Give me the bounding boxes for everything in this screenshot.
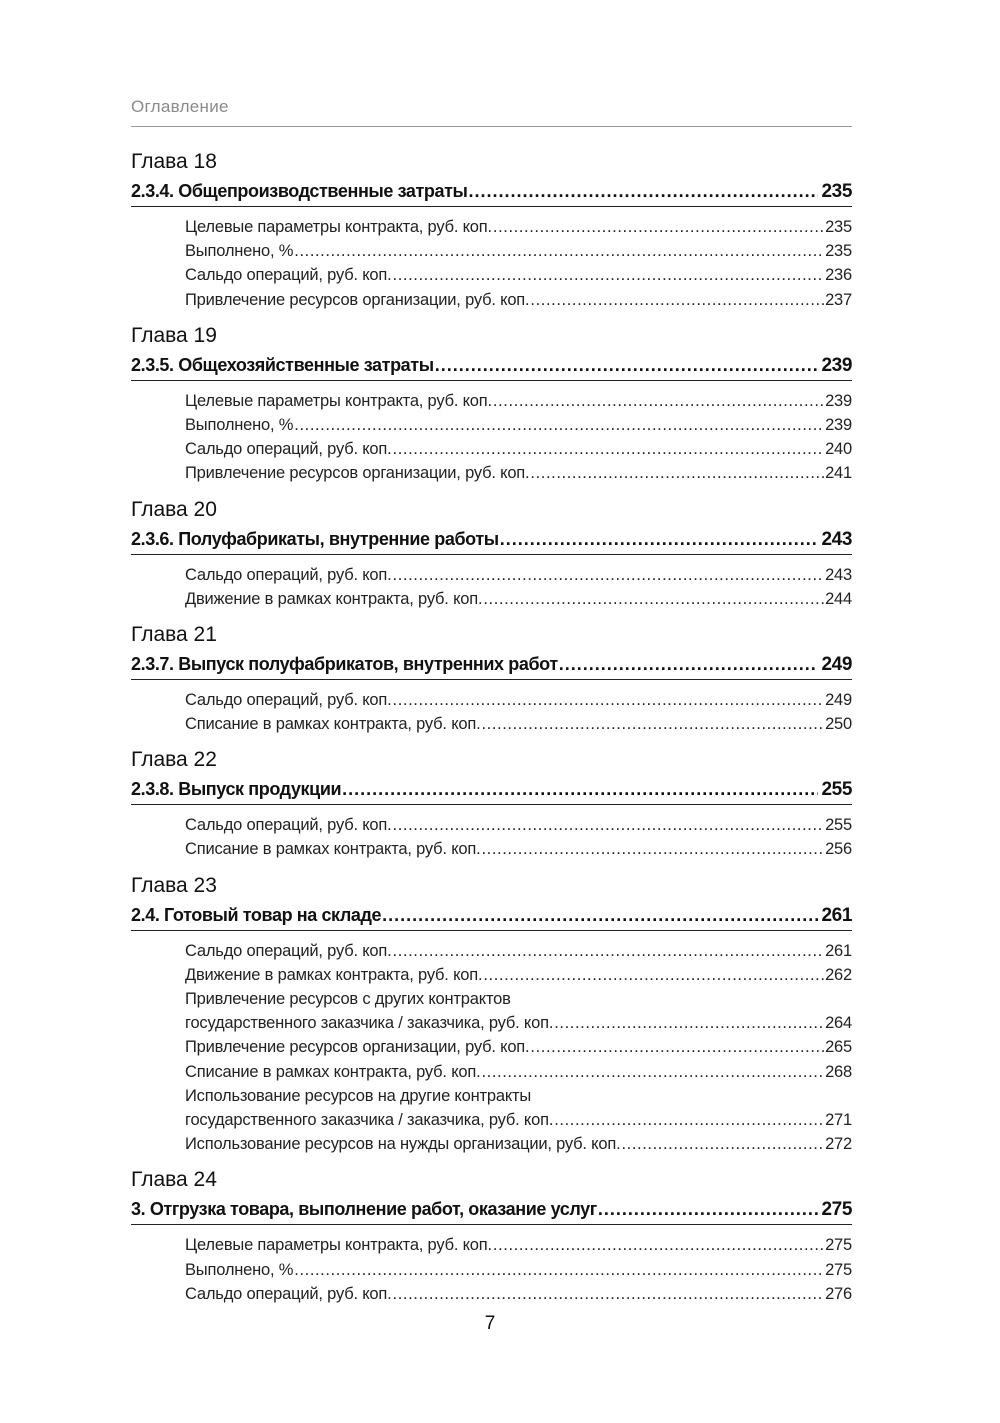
- entry-page-number: 261: [825, 941, 852, 960]
- dot-leader: [482, 1060, 825, 1084]
- entry-page-number: 236: [825, 266, 852, 285]
- entry-page-number: 249: [825, 690, 852, 709]
- chapter-label: Глава 24: [131, 1168, 217, 1192]
- chapter-label: Глава 18: [131, 150, 217, 173]
- section-heading[interactable]: [131, 649, 852, 680]
- entry-title: государственного заказчика / заказчика, руб. коп.: [185, 1014, 554, 1033]
- section-heading[interactable]: [131, 524, 852, 555]
- toc-entry[interactable]: [185, 987, 852, 1011]
- dot-leader: [493, 389, 824, 413]
- dot-leader: [493, 1233, 824, 1257]
- toc-entry[interactable]: [185, 389, 852, 413]
- entry-page-number: 265: [825, 1038, 852, 1057]
- dot-leader: [530, 288, 824, 312]
- entry-list: [131, 1233, 852, 1306]
- entry-list: [131, 813, 852, 861]
- section-title: 2.3.7. Выпуск полуфабрикатов, внутренних работ: [131, 653, 558, 674]
- dot-leader: [482, 712, 825, 736]
- table-of-contents: [131, 148, 852, 1316]
- dot-leader: [393, 688, 825, 712]
- dot-leader: [598, 1194, 819, 1224]
- entry-page-number: 275: [825, 1260, 852, 1279]
- entry-page-number: 255: [825, 816, 852, 835]
- dot-leader: [530, 461, 824, 485]
- section-page-number: 255: [821, 779, 852, 801]
- section-title: 2.3.6. Полуфабрикаты, внутренние работы: [131, 528, 499, 549]
- entry-title: Сальдо операций, руб. коп.: [185, 941, 392, 960]
- running-head: Оглавление: [131, 97, 229, 116]
- toc-entry[interactable]: [185, 837, 852, 861]
- toc-entry[interactable]: [185, 215, 852, 239]
- dot-leader: [554, 1108, 824, 1132]
- section-heading[interactable]: [131, 350, 852, 381]
- dot-leader: [530, 1035, 824, 1059]
- dot-leader: [393, 263, 825, 287]
- section-title: 2.3.8. Выпуск продукции: [131, 779, 342, 800]
- section-heading[interactable]: [131, 176, 852, 207]
- entry-page-number: 256: [825, 840, 852, 859]
- entry-title: Выполнено, %: [185, 415, 294, 434]
- dot-leader: [482, 837, 825, 861]
- entry-title: Сальдо операций, руб. коп.: [185, 565, 392, 584]
- entry-title: Списание в рамках контракта, руб. коп.: [185, 715, 481, 734]
- toc-entry[interactable]: [185, 963, 852, 987]
- section-title: 2.3.5. Общехозяйственные затраты: [131, 354, 434, 375]
- entry-page-number: 264: [825, 1014, 852, 1033]
- toc-entry[interactable]: [185, 1258, 852, 1282]
- page-number: 7: [484, 1313, 496, 1334]
- entry-title: Целевые параметры контракта, руб. коп.: [185, 1236, 492, 1255]
- entry-list: [131, 688, 852, 736]
- entry-title: Целевые параметры контракта, руб. коп.: [185, 218, 492, 236]
- entry-page-number: 239: [825, 415, 852, 434]
- entry-title: Списание в рамках контракта, руб. коп.: [185, 1062, 481, 1081]
- dot-leader: [469, 176, 819, 206]
- entry-title: Привлечение ресурсов организации, руб. коп.: [185, 290, 530, 309]
- section-heading[interactable]: [131, 900, 852, 931]
- entry-page-number: 275: [825, 1236, 852, 1255]
- toc-chapter: [131, 746, 852, 861]
- section-heading[interactable]: [131, 1194, 852, 1225]
- dot-leader: [393, 1282, 825, 1306]
- dot-leader: [483, 963, 824, 987]
- toc-entry[interactable]: [185, 1011, 852, 1035]
- chapter-label: Глава 19: [131, 323, 217, 347]
- entry-page-number: 268: [825, 1062, 852, 1081]
- chapter-label: Глава 20: [131, 497, 217, 521]
- entry-page-number: 240: [825, 440, 852, 459]
- entry-title: государственного заказчика / заказчика, руб. коп.: [185, 1110, 554, 1129]
- toc-entry[interactable]: [185, 1060, 852, 1084]
- toc-entry[interactable]: [185, 939, 852, 963]
- entry-title: Целевые параметры контракта, руб. коп.: [185, 391, 492, 410]
- entry-title: Выполнено, %: [185, 242, 294, 261]
- entry-title: Сальдо операций, руб. коп.: [185, 266, 392, 285]
- entry-page-number: 235: [825, 242, 852, 261]
- toc-entry[interactable]: [185, 688, 852, 712]
- dot-leader: [493, 215, 824, 239]
- toc-entry[interactable]: [185, 1108, 852, 1132]
- entry-page-number: 272: [825, 1135, 852, 1154]
- toc-entry[interactable]: [185, 413, 852, 437]
- toc-entry[interactable]: [185, 263, 852, 287]
- section-title: 2.4. Готовый товар на складе: [131, 904, 382, 925]
- dot-leader: [294, 1258, 824, 1282]
- header-rule: [131, 126, 852, 127]
- dot-leader: [621, 1132, 824, 1156]
- toc-entry[interactable]: [185, 563, 852, 587]
- dot-leader: [554, 1011, 824, 1035]
- entry-page-number: 239: [825, 391, 852, 410]
- entry-title: Выполнено, %: [185, 1260, 294, 1279]
- toc-entry[interactable]: [185, 813, 852, 837]
- entry-title: Сальдо операций, руб. коп.: [185, 816, 392, 835]
- entry-page-number: 271: [825, 1110, 852, 1129]
- chapter-label: Глава 22: [131, 748, 217, 772]
- entry-page-number: 250: [825, 715, 852, 734]
- dot-leader: [294, 413, 824, 437]
- entry-title: Привлечение ресурсов организации, руб. коп.: [185, 464, 530, 483]
- toc-entry[interactable]: [185, 1282, 852, 1306]
- entry-title: Привлечение ресурсов организации, руб. коп.: [185, 1038, 530, 1057]
- toc-entry[interactable]: [185, 1035, 852, 1059]
- section-page-number: 275: [821, 1199, 852, 1221]
- section-title: 3. Отгрузка товара, выполнение работ, оказание услуг: [131, 1199, 597, 1220]
- toc-chapter: [131, 322, 852, 486]
- toc-entry[interactable]: [185, 587, 852, 611]
- entry-list: [131, 215, 852, 312]
- entry-page-number: 262: [825, 965, 852, 984]
- entry-list: [131, 389, 852, 486]
- toc-chapter: [131, 496, 852, 611]
- entry-title: Движение в рамках контракта, руб. коп.: [185, 589, 483, 608]
- entry-title: Движение в рамках контракта, руб. коп.: [185, 965, 483, 984]
- entry-title: Сальдо операций, руб. коп.: [185, 690, 392, 709]
- toc-entry[interactable]: [185, 712, 852, 736]
- entry-page-number: 237: [825, 290, 852, 309]
- chapter-label: Глава 21: [131, 622, 217, 646]
- toc-chapter: [131, 1166, 852, 1306]
- toc-entry[interactable]: [185, 437, 852, 461]
- toc-chapter: [131, 148, 852, 312]
- entry-title: Списание в рамках контракта, руб. коп.: [185, 840, 481, 859]
- dot-leader: [393, 813, 825, 837]
- section-page-number: 261: [821, 904, 852, 926]
- entry-list: [131, 563, 852, 611]
- toc-chapter: [131, 621, 852, 736]
- entry-page-number: 235: [825, 218, 852, 236]
- entry-title: Сальдо операций, руб. коп.: [185, 1284, 392, 1303]
- section-heading[interactable]: [131, 774, 852, 805]
- dot-leader: [342, 774, 818, 804]
- entry-list: [131, 939, 852, 1157]
- dot-leader: [483, 587, 824, 611]
- dot-leader: [382, 900, 818, 930]
- chapter-label: Глава 23: [131, 873, 217, 897]
- dot-leader: [393, 437, 825, 461]
- dot-leader: [559, 649, 819, 679]
- toc-entry[interactable]: [185, 288, 852, 312]
- section-page-number: 243: [821, 528, 852, 550]
- entry-page-number: 244: [825, 589, 852, 608]
- section-page-number: 239: [821, 354, 852, 376]
- entry-page-number: 241: [825, 464, 852, 483]
- dot-leader: [393, 939, 825, 963]
- entry-page-number: 243: [825, 565, 852, 584]
- entry-title: Сальдо операций, руб. коп.: [185, 440, 392, 459]
- dot-leader: [294, 239, 824, 263]
- dot-leader: [435, 350, 819, 380]
- toc-entry[interactable]: [185, 1132, 852, 1156]
- section-title: 2.3.4. Общепроизводственные затраты: [131, 181, 468, 201]
- toc-chapter: [131, 872, 852, 1157]
- toc-entry[interactable]: [185, 461, 852, 485]
- toc-entry[interactable]: [185, 1233, 852, 1257]
- toc-entry[interactable]: [185, 239, 852, 263]
- entry-title: Использование ресурсов на другие контракты: [185, 1086, 532, 1105]
- dot-leader: [393, 563, 825, 587]
- entry-page-number: 276: [825, 1284, 852, 1303]
- entry-title: Использование ресурсов на нужды организации, руб. коп.: [185, 1135, 621, 1154]
- toc-entry[interactable]: [185, 1084, 852, 1108]
- entry-title: Привлечение ресурсов с других контрактов: [185, 990, 511, 1008]
- section-page-number: 235: [821, 181, 852, 202]
- dot-leader: [500, 524, 819, 554]
- section-page-number: 249: [821, 653, 852, 675]
